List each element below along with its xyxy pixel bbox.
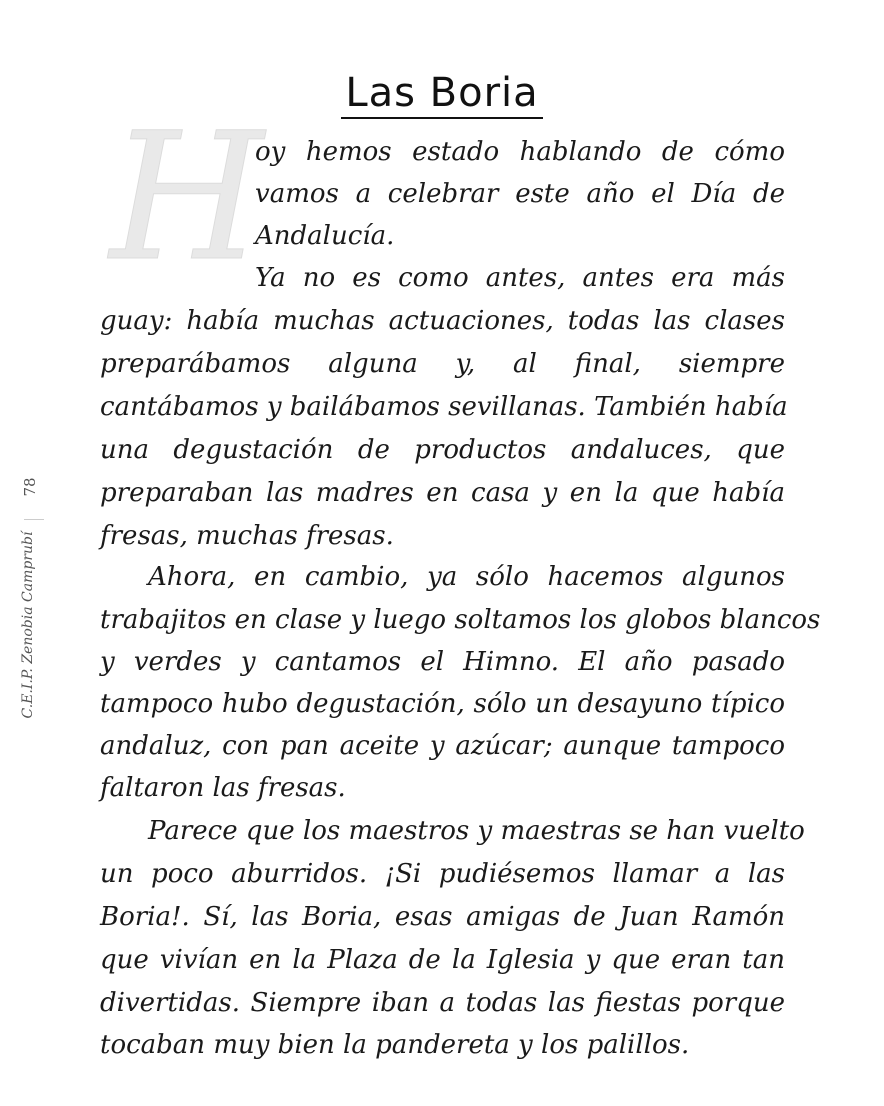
school-name: C.E.I.P. Zenobia Camprubí [20, 531, 36, 719]
text-line: faltaron las fresas. [100, 773, 346, 803]
text-line: un poco aburridos. ¡Si pudiésemos llamar a las [100, 859, 785, 889]
text-line: cantábamos y bailábamos sevillanas. También había [100, 392, 788, 422]
text-line: vamos a celebrar este año el Día de [255, 179, 785, 209]
text-line: oy hemos estado hablando de cómo [255, 137, 785, 167]
drop-cap-letter: H [110, 95, 264, 300]
text-line: y verdes y cantamos el Himno. El año pasado [100, 647, 785, 677]
text-line: preparábamos alguna y, al final, siempre [100, 349, 785, 379]
text-line: Parece que los maestros y maestras se han vuelto [148, 816, 805, 846]
text-line: Andalucía. [255, 221, 395, 251]
document-title: Las Boria [0, 70, 884, 119]
page-margin-sidebar [18, 475, 48, 745]
text-line: Ya no es como antes, antes era más [255, 263, 785, 293]
text-line: andaluz, con pan aceite y azúcar; aunque tampoco [100, 731, 785, 761]
text-line: una degustación de productos andaluces, que [100, 435, 785, 465]
text-line: Boria!. Sí, las Boria, esas amigas de Juan Ramón [100, 902, 785, 932]
text-line: fresas, muchas fresas. [100, 521, 394, 551]
text-line: preparaban las madres en casa y en la que había [100, 478, 785, 508]
text-line: que vivían en la Plaza de la Iglesia y que eran tan [100, 945, 785, 975]
text-line: guay: había muchas actuaciones, todas las clases [100, 306, 785, 336]
text-line: trabajitos en clase y luego soltamos los globos blancos [100, 605, 821, 635]
text-line: tocaban muy bien la pandereta y los palillos. [100, 1030, 690, 1060]
text-line: Ahora, en cambio, ya sólo hacemos algunos [148, 562, 785, 592]
text-line: divertidas. Siempre iban a todas las fiestas porque [100, 988, 785, 1018]
page-number: 78 [21, 477, 39, 497]
text-line: tampoco hubo degustación, sólo un desayuno típico [100, 689, 785, 719]
